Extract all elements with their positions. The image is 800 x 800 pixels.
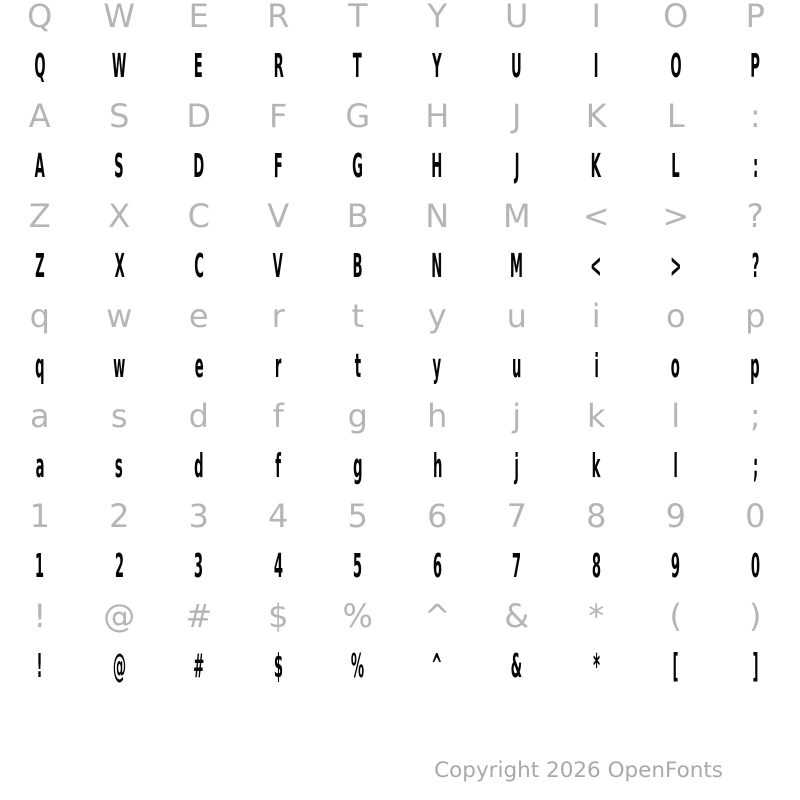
glyph-cell — [0, 0, 80, 41]
reference-glyph: 9 — [665, 497, 686, 535]
reference-glyph: k — [586, 397, 606, 435]
specimen-glyph: 8 — [591, 546, 601, 585]
reference-glyph: > — [662, 197, 690, 235]
glyph-cell — [80, 241, 160, 291]
glyph-cell — [0, 241, 80, 291]
reference-glyph: # — [185, 597, 213, 635]
glyph-cell — [0, 341, 80, 391]
reference-glyph: K — [585, 97, 607, 135]
specimen-glyph: F — [273, 146, 283, 185]
glyph-cell — [716, 91, 796, 141]
glyph-cell — [557, 441, 637, 491]
glyph-row-specimen — [0, 641, 795, 691]
glyph-cell — [159, 0, 239, 41]
specimen-glyph: 9 — [671, 546, 681, 585]
reference-glyph: E — [188, 0, 209, 35]
specimen-glyph: * — [592, 646, 600, 685]
glyph-cell — [398, 291, 478, 341]
specimen-glyph: N — [431, 246, 443, 285]
glyph-cell — [80, 0, 160, 41]
reference-glyph: S — [109, 97, 130, 135]
specimen-glyph: j — [514, 446, 520, 485]
reference-glyph: H — [425, 97, 450, 135]
glyph-row-specimen — [0, 341, 795, 391]
specimen-glyph: C — [193, 246, 204, 285]
reference-glyph: 2 — [109, 497, 130, 535]
reference-glyph: N — [425, 197, 450, 235]
specimen-glyph: R — [273, 46, 284, 85]
glyph-row-reference — [0, 91, 795, 141]
reference-glyph: M — [502, 197, 531, 235]
glyph-cell — [159, 141, 239, 191]
glyph-cell — [636, 241, 716, 291]
glyph-cell — [0, 141, 80, 191]
specimen-glyph: % — [351, 646, 365, 685]
glyph-cell — [239, 341, 319, 391]
specimen-glyph: 6 — [432, 546, 442, 585]
reference-glyph: W — [103, 0, 136, 35]
reference-glyph: g — [347, 397, 368, 435]
glyph-cell — [318, 191, 398, 241]
specimen-glyph: o — [671, 346, 681, 385]
glyph-cell — [636, 191, 716, 241]
glyph-cell — [80, 91, 160, 141]
specimen-glyph: r — [274, 346, 282, 385]
glyph-row-reference — [0, 0, 795, 41]
specimen-glyph: < — [590, 246, 602, 285]
glyph-cell — [80, 291, 160, 341]
glyph-cell — [398, 641, 478, 691]
reference-glyph: o — [665, 297, 686, 335]
specimen-glyph: J — [514, 146, 520, 185]
specimen-glyph: H — [431, 146, 443, 185]
glyph-cell — [716, 291, 796, 341]
glyph-cell — [716, 491, 796, 541]
glyph-cell — [80, 191, 160, 241]
glyph-cell — [716, 541, 796, 591]
glyph-cell — [239, 591, 319, 641]
specimen-glyph: 2 — [114, 546, 124, 585]
glyph-cell — [80, 341, 160, 391]
glyph-cell — [557, 41, 637, 91]
reference-glyph: Y — [427, 0, 448, 35]
specimen-glyph: 0 — [750, 546, 760, 585]
glyph-row-specimen — [0, 41, 795, 91]
glyph-cell — [716, 191, 796, 241]
specimen-glyph: Y — [432, 46, 443, 85]
specimen-glyph: A — [34, 146, 45, 185]
specimen-glyph: ? — [751, 246, 760, 285]
reference-glyph: w — [106, 297, 133, 335]
specimen-glyph: V — [273, 246, 284, 285]
glyph-cell — [557, 541, 637, 591]
specimen-glyph: P — [750, 46, 761, 85]
reference-glyph: 1 — [29, 497, 50, 535]
reference-glyph: y — [427, 297, 447, 335]
specimen-glyph: ! — [36, 646, 43, 685]
glyph-cell — [477, 441, 557, 491]
glyph-cell — [159, 41, 239, 91]
specimen-glyph: e — [194, 346, 204, 385]
reference-glyph: 5 — [347, 497, 368, 535]
glyph-cell — [318, 541, 398, 591]
reference-glyph: $ — [268, 597, 289, 635]
specimen-glyph: d — [194, 446, 204, 485]
glyph-cell — [80, 441, 160, 491]
glyph-row-reference — [0, 291, 795, 341]
glyph-cell — [716, 41, 796, 91]
reference-glyph: 3 — [188, 497, 209, 535]
specimen-glyph: L — [671, 146, 680, 185]
glyph-cell — [318, 441, 398, 491]
glyph-cell — [398, 91, 478, 141]
glyph-cell — [239, 441, 319, 491]
specimen-glyph: q — [35, 346, 45, 385]
reference-glyph: e — [188, 297, 209, 335]
specimen-glyph: Z — [34, 246, 45, 285]
glyph-cell — [716, 141, 796, 191]
copyright-footer: Copyright 2026 OpenFonts — [434, 758, 723, 783]
reference-glyph: A — [28, 97, 51, 135]
reference-glyph: u — [506, 297, 527, 335]
specimen-glyph: 1 — [35, 546, 45, 585]
reference-glyph: h — [427, 397, 448, 435]
specimen-glyph: I — [593, 46, 599, 85]
glyph-cell — [636, 641, 716, 691]
specimen-glyph: $ — [273, 646, 283, 685]
glyph-cell — [557, 141, 637, 191]
glyph-cell — [716, 341, 796, 391]
specimen-glyph: y — [432, 346, 442, 385]
glyph-row-specimen — [0, 241, 795, 291]
specimen-glyph: k — [591, 446, 601, 485]
reference-glyph: : — [749, 97, 761, 135]
glyph-cell — [318, 0, 398, 41]
specimen-glyph: @ — [112, 646, 126, 685]
glyph-cell — [716, 641, 796, 691]
glyph-cell — [239, 491, 319, 541]
glyph-cell — [636, 341, 716, 391]
reference-glyph: ; — [749, 397, 761, 435]
reference-glyph: ) — [749, 597, 762, 635]
specimen-glyph: B — [352, 246, 363, 285]
specimen-glyph: & — [510, 646, 523, 685]
glyph-cell — [80, 141, 160, 191]
reference-glyph: d — [188, 397, 209, 435]
glyph-cell — [557, 241, 637, 291]
glyph-cell — [557, 91, 637, 141]
reference-glyph: @ — [103, 597, 136, 635]
glyph-cell — [0, 641, 80, 691]
glyph-cell — [477, 141, 557, 191]
glyph-cell — [716, 0, 796, 41]
glyph-row-reference — [0, 591, 795, 641]
glyph-row-specimen — [0, 141, 795, 191]
glyph-cell — [159, 441, 239, 491]
glyph-cell — [239, 391, 319, 441]
glyph-cell — [80, 591, 160, 641]
reference-glyph: j — [512, 397, 522, 435]
specimen-glyph: Q — [34, 46, 46, 85]
reference-glyph: ( — [669, 597, 682, 635]
glyph-cell — [636, 391, 716, 441]
reference-glyph: L — [666, 97, 685, 135]
reference-glyph: f — [272, 397, 284, 435]
glyph-cell — [398, 241, 478, 291]
reference-glyph: r — [271, 297, 285, 335]
glyph-cell — [159, 541, 239, 591]
glyph-cell — [636, 591, 716, 641]
glyph-cell — [557, 341, 637, 391]
glyph-cell — [557, 0, 637, 41]
glyph-cell — [318, 391, 398, 441]
reference-glyph: l — [671, 397, 681, 435]
glyph-cell — [716, 241, 796, 291]
specimen-glyph: t — [354, 346, 361, 385]
glyph-cell — [159, 591, 239, 641]
glyph-cell — [159, 291, 239, 341]
glyph-cell — [318, 41, 398, 91]
glyph-cell — [477, 341, 557, 391]
glyph-cell — [477, 291, 557, 341]
glyph-cell — [477, 541, 557, 591]
glyph-cell — [239, 241, 319, 291]
glyph-row-specimen — [0, 541, 795, 591]
glyph-cell — [318, 591, 398, 641]
reference-glyph: D — [186, 97, 212, 135]
glyph-cell — [398, 491, 478, 541]
reference-glyph: < — [582, 197, 610, 235]
glyph-cell — [398, 541, 478, 591]
glyph-cell — [636, 141, 716, 191]
specimen-glyph: ; — [752, 446, 758, 485]
reference-glyph: ^ — [423, 597, 451, 635]
reference-glyph: t — [351, 297, 365, 335]
specimen-glyph: S — [114, 146, 125, 185]
glyph-cell — [80, 641, 160, 691]
reference-glyph: 7 — [506, 497, 527, 535]
glyph-cell — [0, 491, 80, 541]
glyph-cell — [239, 41, 319, 91]
glyph-cell — [239, 191, 319, 241]
specimen-glyph: 4 — [273, 546, 283, 585]
glyph-cell — [318, 91, 398, 141]
glyph-cell — [159, 241, 239, 291]
glyph-cell — [159, 641, 239, 691]
reference-glyph: * — [588, 597, 605, 635]
glyph-cell — [636, 0, 716, 41]
reference-glyph: F — [269, 97, 288, 135]
glyph-cell — [477, 391, 557, 441]
glyph-cell — [0, 41, 80, 91]
specimen-glyph: ^ — [431, 646, 443, 685]
reference-glyph: P — [745, 0, 765, 35]
reference-glyph: a — [29, 397, 50, 435]
specimen-glyph: E — [194, 46, 204, 85]
reference-glyph: C — [187, 197, 210, 235]
glyph-cell — [80, 41, 160, 91]
glyph-cell — [557, 591, 637, 641]
glyph-cell — [477, 641, 557, 691]
glyph-cell — [398, 391, 478, 441]
glyph-cell — [0, 191, 80, 241]
glyph-row-reference — [0, 491, 795, 541]
reference-glyph: ! — [33, 597, 47, 635]
glyph-cell — [80, 491, 160, 541]
specimen-glyph: h — [432, 446, 442, 485]
specimen-glyph: X — [114, 246, 125, 285]
reference-glyph: p — [745, 297, 766, 335]
glyph-cell — [0, 441, 80, 491]
specimen-glyph: U — [511, 46, 523, 85]
specimen-glyph: : — [752, 146, 758, 185]
glyph-cell — [0, 91, 80, 141]
glyph-cell — [318, 141, 398, 191]
glyph-cell — [159, 191, 239, 241]
specimen-glyph: w — [113, 346, 126, 385]
glyph-row-specimen — [0, 441, 795, 491]
glyph-cell — [398, 0, 478, 41]
glyph-cell — [318, 341, 398, 391]
specimen-glyph: f — [275, 446, 282, 485]
reference-glyph: Z — [28, 197, 51, 235]
specimen-glyph: 7 — [512, 546, 522, 585]
glyph-cell — [636, 491, 716, 541]
specimen-glyph: p — [750, 346, 760, 385]
reference-glyph: 0 — [745, 497, 766, 535]
glyph-cell — [477, 491, 557, 541]
glyph-cell — [239, 641, 319, 691]
specimen-glyph: s — [115, 446, 124, 485]
glyph-cell — [477, 241, 557, 291]
reference-glyph: I — [591, 0, 601, 35]
reference-glyph: Q — [27, 0, 53, 35]
glyph-row-reference — [0, 391, 795, 441]
glyph-cell — [159, 341, 239, 391]
reference-glyph: T — [347, 0, 368, 35]
specimen-glyph: i — [593, 346, 599, 385]
glyph-cell — [398, 441, 478, 491]
glyph-cell — [159, 391, 239, 441]
glyph-cell — [318, 241, 398, 291]
glyph-cell — [80, 541, 160, 591]
specimen-glyph: [ — [672, 646, 679, 685]
specimen-glyph: 5 — [353, 546, 363, 585]
specimen-glyph: G — [352, 146, 364, 185]
reference-glyph: U — [505, 0, 529, 35]
specimen-glyph: 3 — [194, 546, 204, 585]
glyph-cell — [477, 41, 557, 91]
reference-glyph: R — [267, 0, 290, 35]
glyph-cell — [636, 441, 716, 491]
glyph-cell — [477, 91, 557, 141]
specimen-glyph: ] — [752, 646, 759, 685]
glyph-cell — [239, 141, 319, 191]
glyph-cell — [477, 191, 557, 241]
glyph-cell — [0, 541, 80, 591]
specimen-glyph: # — [193, 646, 205, 685]
specimen-glyph: K — [591, 146, 602, 185]
glyph-cell — [557, 291, 637, 341]
glyph-cell — [557, 641, 637, 691]
glyph-cell — [239, 0, 319, 41]
glyph-cell — [0, 291, 80, 341]
specimen-glyph: O — [670, 46, 682, 85]
specimen-glyph: D — [193, 146, 205, 185]
reference-glyph: J — [512, 97, 522, 135]
reference-glyph: % — [342, 597, 373, 635]
glyph-cell — [318, 291, 398, 341]
glyph-cell — [318, 491, 398, 541]
reference-glyph: ? — [746, 197, 764, 235]
glyph-cell — [239, 291, 319, 341]
reference-glyph: X — [108, 197, 131, 235]
reference-glyph: q — [29, 297, 50, 335]
specimen-glyph: l — [673, 446, 679, 485]
glyph-cell — [0, 391, 80, 441]
reference-glyph: O — [663, 0, 689, 35]
reference-glyph: B — [346, 197, 369, 235]
glyph-cell — [716, 391, 796, 441]
specimen-glyph: a — [35, 446, 45, 485]
reference-glyph: V — [267, 197, 290, 235]
glyph-cell — [398, 41, 478, 91]
glyph-cell — [716, 441, 796, 491]
glyph-cell — [477, 0, 557, 41]
glyph-cell — [557, 191, 637, 241]
glyph-cell — [0, 591, 80, 641]
reference-glyph: 6 — [427, 497, 448, 535]
reference-glyph: 8 — [586, 497, 607, 535]
glyph-row-reference — [0, 191, 795, 241]
glyph-cell — [557, 391, 637, 441]
glyph-cell — [477, 591, 557, 641]
glyph-cell — [636, 541, 716, 591]
glyph-cell — [80, 391, 160, 441]
glyph-cell — [398, 341, 478, 391]
reference-glyph: s — [110, 397, 128, 435]
glyph-cell — [398, 141, 478, 191]
glyph-cell — [159, 491, 239, 541]
glyph-cell — [557, 491, 637, 541]
reference-glyph: 4 — [268, 497, 289, 535]
specimen-glyph: T — [353, 46, 363, 85]
specimen-glyph: g — [353, 446, 363, 485]
glyph-cell — [716, 591, 796, 641]
reference-glyph: & — [504, 597, 530, 635]
glyph-cell — [398, 591, 478, 641]
specimen-glyph: u — [512, 346, 522, 385]
glyph-cell — [239, 91, 319, 141]
glyph-cell — [239, 541, 319, 591]
reference-glyph: G — [345, 97, 371, 135]
specimen-glyph: W — [111, 46, 127, 85]
glyph-cell — [398, 191, 478, 241]
glyph-cell — [636, 291, 716, 341]
glyph-cell — [318, 641, 398, 691]
reference-glyph: i — [591, 297, 601, 335]
glyph-cell — [636, 91, 716, 141]
glyph-cell — [159, 91, 239, 141]
specimen-glyph: > — [670, 246, 682, 285]
glyph-cell — [636, 41, 716, 91]
specimen-glyph: M — [510, 246, 524, 285]
